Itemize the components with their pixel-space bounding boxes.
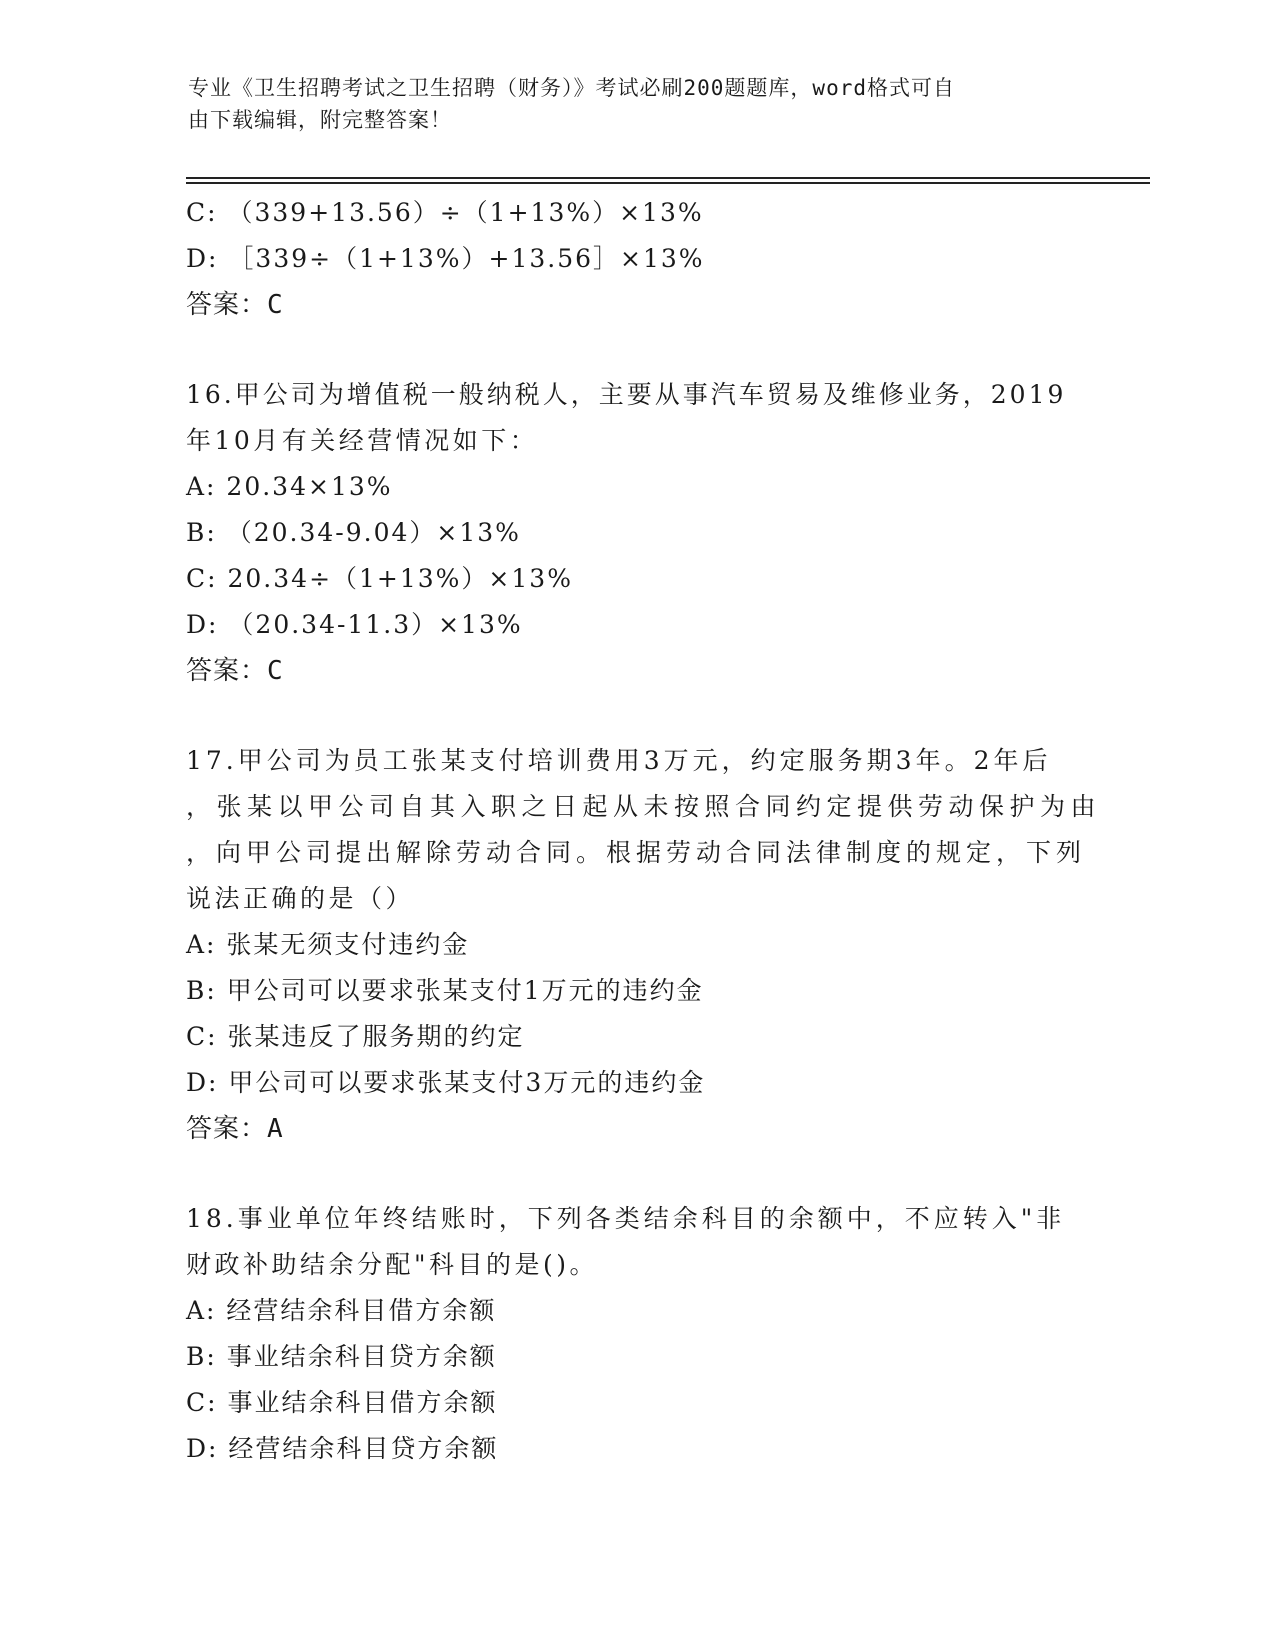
question-stem-line: ，张某以甲公司自其入职之日起从未按照合同约定提供劳动保护为由 [186, 792, 1102, 821]
question-17 [186, 738, 1102, 1152]
header-rule-top [186, 177, 1150, 179]
document-header [188, 72, 1068, 136]
question-16 [186, 372, 1086, 694]
question-stem-line: 16.甲公司为增值税一般纳税人，主要从事汽车贸易及维修业务，2019 [186, 380, 1067, 409]
option-d: D: （20.34-11.3）×13% [186, 610, 523, 639]
option-a: A: 20.34×13% [186, 472, 393, 501]
question-stem-line: 财政补助结余分配"科目的是()。 [186, 1250, 599, 1279]
answer: 答案：C [186, 290, 284, 320]
question-stem-line: 年10月有关经营情况如下： [186, 426, 539, 455]
option-b: B: 甲公司可以要求张某支付1万元的违约金 [186, 976, 704, 1005]
header-rule-bottom [186, 182, 1150, 184]
option-c: C: 张某违反了服务期的约定 [186, 1022, 525, 1051]
option-b: B: （20.34-9.04）×13% [186, 518, 521, 547]
question-15-tail [186, 190, 1086, 328]
option-a: A: 经营结余科目借方余额 [186, 1296, 497, 1325]
option-c: C: 事业结余科目借方余额 [186, 1388, 498, 1417]
option-c: C: （339+13.56）÷（1+13%）×13% [186, 198, 704, 227]
question-18 [186, 1196, 1086, 1472]
option-a: A: 张某无须支付违约金 [186, 930, 470, 959]
question-stem-line: 17.甲公司为员工张某支付培训费用3万元，约定服务期3年。2年后 [186, 746, 1052, 775]
header-line-2: 由下载编辑，附完整答案！ [188, 108, 452, 132]
option-c: C: 20.34÷（1+13%）×13% [186, 564, 573, 593]
option-d: D: 甲公司可以要求张某支付3万元的违约金 [186, 1068, 706, 1097]
question-list [186, 190, 1102, 1472]
answer: 答案：C [186, 656, 284, 686]
option-b: B: 事业结余科目贷方余额 [186, 1342, 497, 1371]
question-stem-line: 说法正确的是（） [186, 884, 415, 913]
question-stem-line: ，向甲公司提出解除劳动合同。根据劳动合同法律制度的规定，下列 [186, 838, 1087, 867]
answer: 答案：A [186, 1114, 284, 1144]
option-d: D: 经营结余科目贷方余额 [186, 1434, 499, 1463]
header-line-1: 专业《卫生招聘考试之卫生招聘（财务）》考试必刷200题题库，word格式可自 [188, 76, 955, 100]
option-d: D: ［339÷（1+13%）+13.56］×13% [186, 244, 705, 273]
question-stem-line: 18.事业单位年终结账时，下列各类结余科目的余额中，不应转入"非 [186, 1204, 1066, 1233]
